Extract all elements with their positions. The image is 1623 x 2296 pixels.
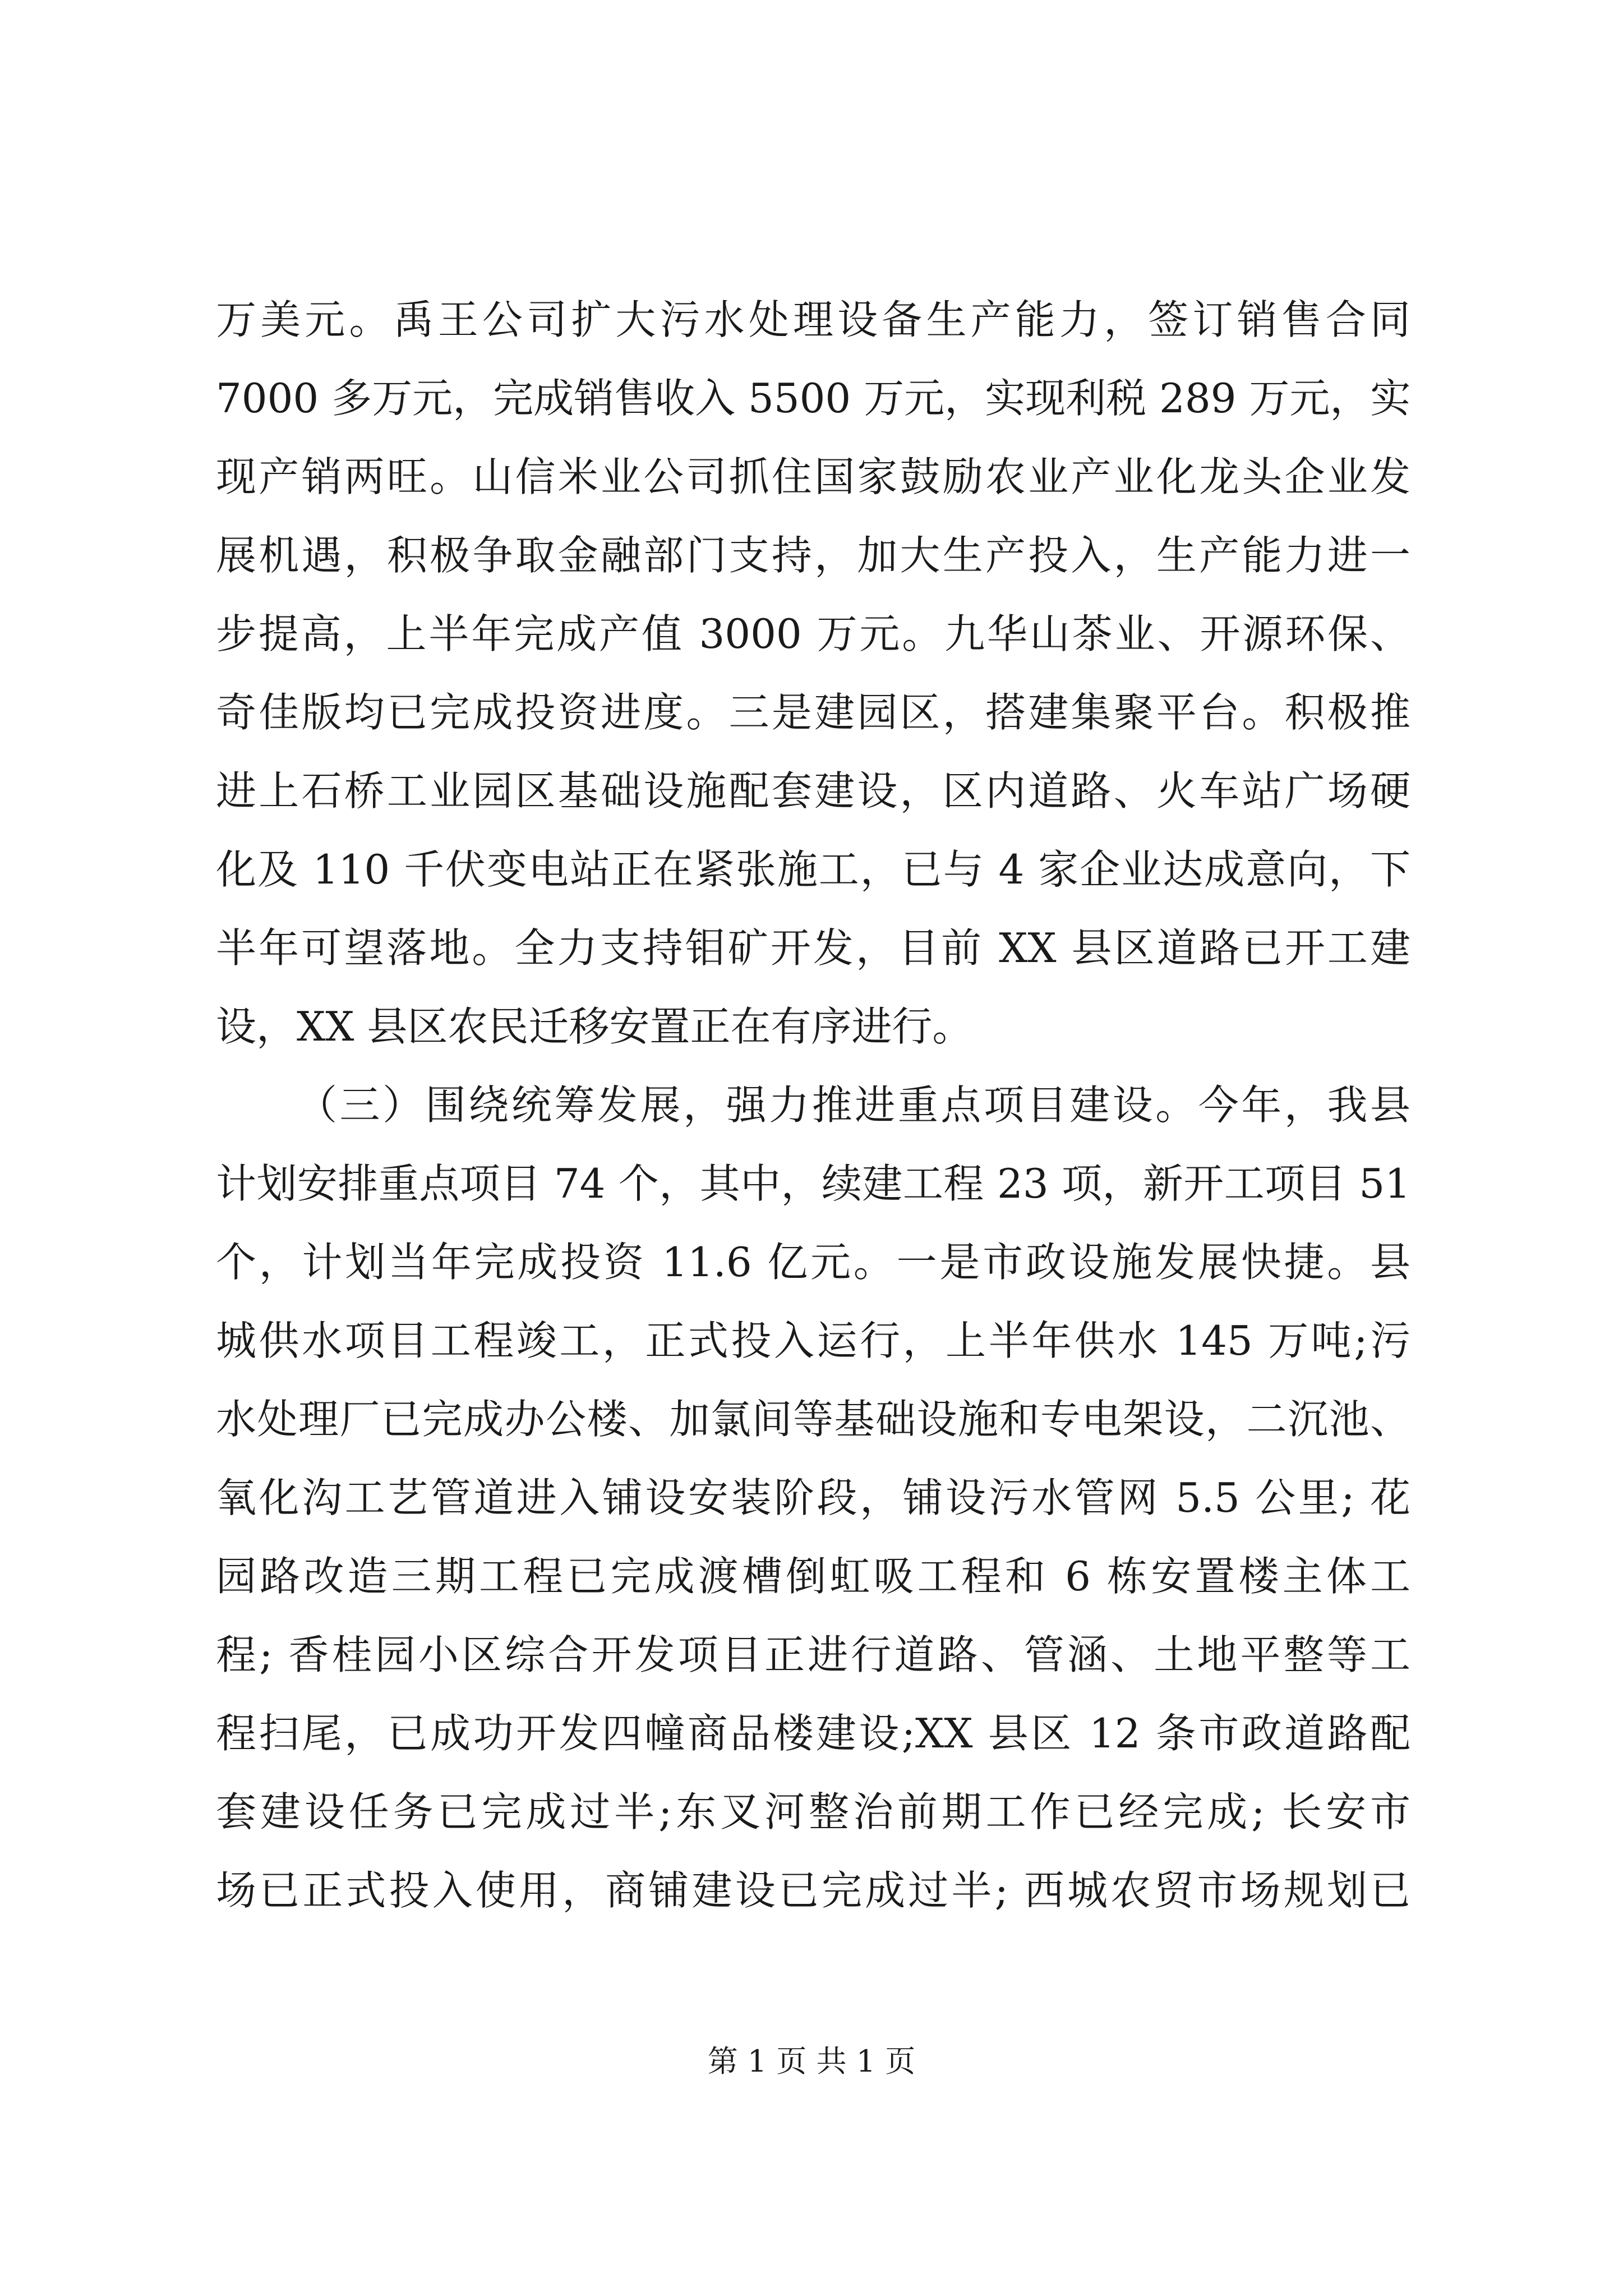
text-line: 进上石桥工业园区基础设施配套建设，区内道路、火车站广场硬 (216, 767, 1410, 815)
text-line: 园路改造三期工程已完成渡槽倒虹吸工程和 6 栋安置楼主体工 (216, 1553, 1410, 1600)
text-line: 氧化沟工艺管道进入铺设安装阶段，铺设污水管网 5.5 公里; 花 (216, 1474, 1410, 1521)
document-body (216, 280, 1410, 1930)
text-line: 程; 香桂园小区综合开发项目正进行道路、管涵、土地平整等工 (216, 1631, 1410, 1678)
text-line: 奇佳版均已完成投资进度。三是建园区，搭建集聚平台。积极推 (216, 689, 1410, 736)
text-line: 7000 多万元，完成销售收入 5500 万元，实现利税 289 万元，实 (216, 375, 1410, 422)
text-line: 套建设任务已完成过半;东叉河整治前期工作已经完成; 长安市 (216, 1788, 1410, 1835)
text-line: 水处理厂已完成办公楼、加氯间等基础设施和专电架设，二沉池、 (216, 1396, 1410, 1443)
paragraph-1 (216, 280, 1410, 1066)
text-line: 程扫尾，已成功开发四幢商品楼建设;XX 县区 12 条市政道路配 (216, 1710, 1410, 1757)
paragraph-2 (216, 1066, 1410, 1930)
text-line: 场已正式投入使用，商铺建设已完成过半; 西城农贸市场规划已 (216, 1867, 1410, 1914)
text-line: 现产销两旺。山信米业公司抓住国家鼓励农业产业化龙头企业发 (216, 453, 1410, 500)
text-line: 万美元。禹王公司扩大污水处理设备生产能力，签订销售合同 (216, 296, 1410, 343)
text-line: 化及 110 千伏变电站正在紧张施工，已与 4 家企业达成意向，下 (216, 846, 1410, 893)
text-line: 设，XX 县区农民迁移安置正在有序进行。 (216, 1003, 973, 1050)
text-line: 展机遇，积极争取金融部门支持，加大生产投入，生产能力进一 (216, 532, 1410, 579)
text-line: 城供水项目工程竣工，正式投入运行，上半年供水 145 万吨;污 (216, 1317, 1410, 1364)
text-line: 计划安排重点项目 74 个，其中，续建工程 23 项，新开工项目 51 (216, 1160, 1410, 1207)
text-line: 个，计划当年完成投资 11.6 亿元。一是市政设施发展快捷。县 (216, 1239, 1410, 1286)
text-line: （三）围绕统筹发展，强力推进重点项目建设。今年，我县 (297, 1082, 1410, 1129)
text-line: 步提高，上半年完成产值 3000 万元。九华山茶业、开源环保、 (216, 610, 1410, 657)
page-number-footer: 第 1 页 共 1 页 (707, 2044, 916, 2079)
text-line: 半年可望落地。全力支持钼矿开发，目前 XX 县区道路已开工建 (216, 924, 1410, 972)
